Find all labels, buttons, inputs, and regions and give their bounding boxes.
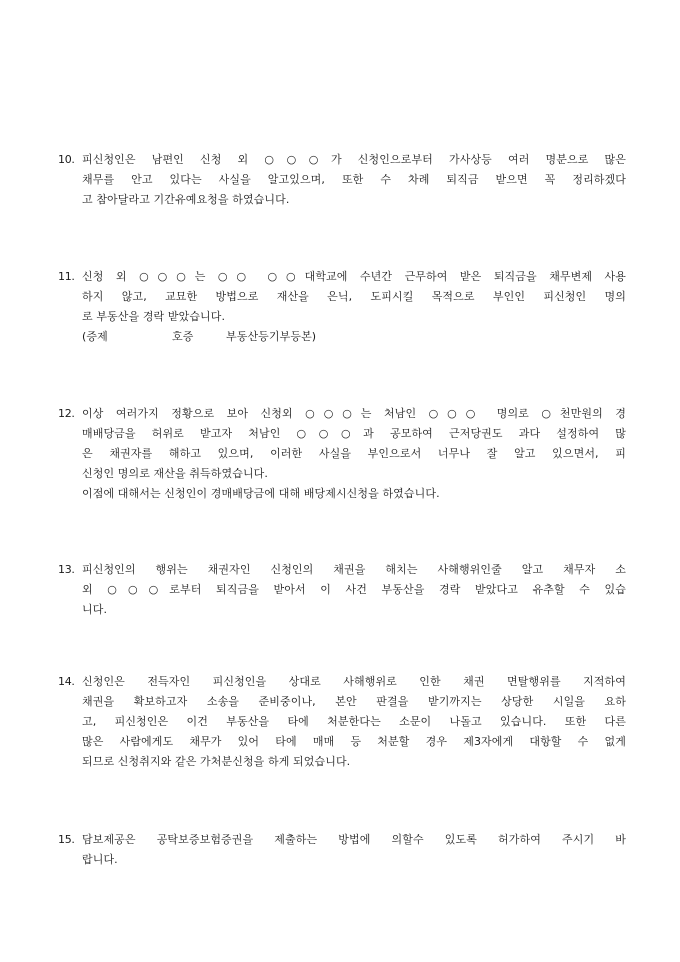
paragraph-line: 외 ○○○로부터 퇴직금을 받아서 이 사건 부동산을 경락 받았다고 유추할 수 있습 xyxy=(82,583,626,596)
paragraph-11 xyxy=(58,267,626,347)
paragraph-body xyxy=(82,560,626,620)
paragraph-body xyxy=(82,830,626,870)
paragraph-line: 채권을 확보하고자 소송을 준비중이나, 본안 판결을 받기까지는 상당한 시일을 요하 xyxy=(82,695,626,708)
paragraph-line: 피신청인의 행위는 채권자인 신청인의 채권을 해치는 사해행위인줄 알고 채무자 소 xyxy=(82,563,626,576)
paragraph-line: 고, 피신청인은 이건 부동산을 타에 처분한다는 소문이 나돌고 있습니다. 또한 다른 xyxy=(82,715,626,728)
evidence-label: (증제 xyxy=(82,330,108,343)
paragraph-10 xyxy=(58,150,626,210)
paragraph-line: 피신청인은 남편인 신청 외 ○○○가 신청인으로부터 가사상등 여러 명분으로 많은 xyxy=(82,153,626,166)
paragraph-number: 13. xyxy=(58,563,75,576)
paragraph-line: 매배당금을 허위로 받고자 처남인 ○○○과 공모하여 근저당권도 과다 설정하여 많 xyxy=(82,427,626,440)
paragraph-15 xyxy=(58,830,626,870)
paragraph-line: 신청인 명의로 재산을 취득하였습니다. xyxy=(82,467,269,480)
paragraph-body xyxy=(82,150,626,210)
paragraph-line: 니다. xyxy=(82,603,108,616)
paragraph-line: 채무를 안고 있다는 사실을 알고있으며, 또한 수 차례 퇴직금 받으면 꼭 정리하겠다 xyxy=(82,173,626,186)
paragraph-line: 고 참아달라고 기간유예요청을 하였습니다. xyxy=(82,193,290,206)
paragraph-number: 12. xyxy=(58,407,75,420)
paragraph-line: 하지 않고, 교묘한 방법으로 재산을 은닉, 도피시킬 목적으로 부인인 피신청인 명의 xyxy=(82,290,626,303)
paragraph-12 xyxy=(58,404,626,504)
paragraph-13 xyxy=(58,560,626,620)
paragraph-line: 이상 여러가지 정황으로 보아 신청외 ○○○는 처남인 ○○○ 명의로 ○천만원의 경 xyxy=(82,407,626,420)
paragraph-line: 되므로 신청취지와 같은 가처분신청을 하게 되었습니다. xyxy=(82,755,351,768)
evidence-reference xyxy=(82,327,626,347)
paragraph-number: 15. xyxy=(58,833,75,846)
paragraph-line: 랍니다. xyxy=(82,853,118,866)
paragraph-note: 이점에 대해서는 신청인이 경매배당금에 대해 배당제시신청을 하였습니다. xyxy=(82,487,440,500)
paragraph-body xyxy=(82,672,626,772)
evidence-document: 부동산등기부등본) xyxy=(226,330,317,343)
paragraph-number: 10. xyxy=(58,153,75,166)
paragraph-number: 11. xyxy=(58,270,75,283)
paragraph-line: 로 부동산을 경락 받았습니다. xyxy=(82,310,226,323)
paragraph-14 xyxy=(58,672,626,772)
paragraph-line: 신청인은 전득자인 피신청인을 상대로 사해행위로 인한 채권 면탈행위를 지적하여 xyxy=(82,675,626,688)
paragraph-line: 신청 외 ○○○는 ○○ ○○대학교에 수년간 근무하여 받은 퇴직금을 채무변제 사용 xyxy=(82,270,626,283)
paragraph-body xyxy=(82,267,626,347)
paragraph-body xyxy=(82,404,626,504)
paragraph-line: 담보제공은 공탁보증보험증권을 제출하는 방법에 의할수 있도록 허가하여 주시기 바 xyxy=(82,833,626,846)
paragraph-number: 14. xyxy=(58,675,75,688)
paragraph-line: 은 채권자를 해하고 있으며, 이러한 사실을 부인으로서 너무나 잘 알고 있으면서, 피 xyxy=(82,447,626,460)
paragraph-line: 많은 사람에게도 채무가 있어 타에 매매 등 처분할 경우 제3자에게 대항할 수 없게 xyxy=(82,735,626,748)
evidence-exhibit: 호증 xyxy=(172,330,194,343)
